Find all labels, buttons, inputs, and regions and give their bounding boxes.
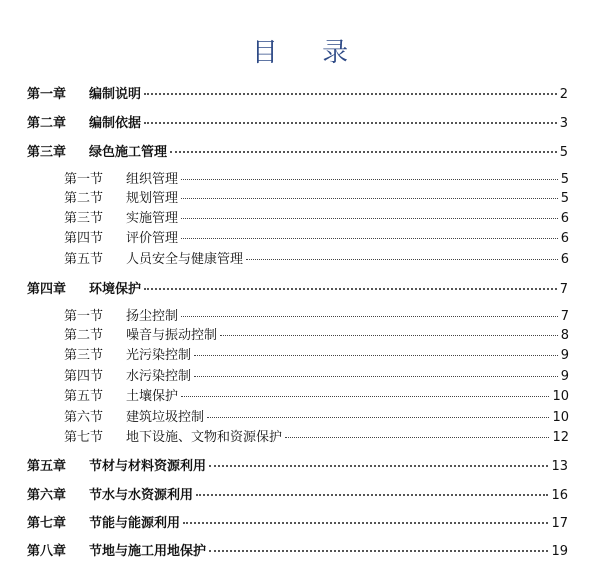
toc-section-row[interactable]	[64, 388, 569, 406]
toc-entry-label: 节能与能源利用	[89, 516, 181, 531]
toc-section-row[interactable]	[64, 409, 569, 427]
toc-dot-leader	[246, 259, 558, 260]
toc-dot-leader	[220, 335, 558, 336]
toc-page-number: 19	[551, 544, 568, 559]
toc-section-row[interactable]	[64, 308, 569, 326]
toc-entry-number: 第四节	[64, 231, 104, 246]
toc-entry-label: 编制依据	[89, 116, 142, 131]
toc-dot-leader	[194, 376, 558, 377]
toc-page-number: 12	[552, 430, 569, 445]
toc-title: 目 录	[251, 38, 367, 68]
toc-chapter-row[interactable]	[27, 543, 568, 561]
toc-dot-leader	[183, 522, 548, 524]
toc-chapter-row[interactable]	[27, 144, 568, 162]
toc-dot-leader	[181, 238, 558, 239]
toc-chapter-row[interactable]	[27, 115, 568, 133]
toc-page-number: 5	[560, 191, 569, 206]
toc-entry-label: 地下设施、文物和资源保护	[126, 430, 283, 445]
toc-entry-number: 第一节	[64, 309, 104, 324]
toc-dot-leader	[144, 122, 557, 124]
toc-page-number: 16	[551, 488, 568, 503]
toc-entry-label: 规划管理	[126, 191, 179, 206]
toc-entry-label: 节材与材料资源利用	[89, 459, 207, 474]
toc-dot-leader	[144, 93, 557, 95]
toc-dot-leader	[144, 288, 557, 290]
toc-dot-leader	[209, 465, 548, 467]
toc-entry-number: 第七节	[64, 430, 104, 445]
toc-dot-leader	[194, 355, 558, 356]
toc-entry-number: 第八章	[27, 544, 67, 559]
toc-page-number: 6	[560, 211, 569, 226]
toc-entry-label: 组织管理	[126, 172, 179, 187]
toc-section-row[interactable]	[64, 327, 569, 345]
toc-chapter-row[interactable]	[27, 458, 568, 476]
toc-entry-number: 第一节	[64, 172, 104, 187]
toc-entry-label: 节水与水资源利用	[89, 488, 194, 503]
toc-dot-leader	[181, 198, 558, 199]
toc-entry-label: 编制说明	[89, 87, 142, 102]
toc-page-number: 7	[560, 309, 569, 324]
toc-entry-label: 水污染控制	[126, 369, 192, 384]
toc-entry-label: 人员安全与健康管理	[126, 252, 244, 267]
toc-page-number: 6	[560, 231, 569, 246]
toc-entry-number: 第四章	[27, 282, 67, 297]
toc-chapter-row[interactable]	[27, 281, 568, 299]
toc-section-row[interactable]	[64, 230, 569, 248]
toc-section-row[interactable]	[64, 210, 569, 228]
toc-page-number: 9	[560, 369, 569, 384]
toc-page-number: 10	[552, 410, 569, 425]
toc-dot-leader	[209, 550, 548, 552]
toc-entry-number: 第五节	[64, 252, 104, 267]
toc-section-row[interactable]	[64, 347, 569, 365]
toc-entry-label: 噪音与振动控制	[126, 328, 218, 343]
toc-dot-leader	[181, 396, 549, 397]
toc-entry-number: 第三节	[64, 348, 104, 363]
toc-entry-number: 第四节	[64, 369, 104, 384]
toc-entry-label: 建筑垃圾控制	[126, 410, 205, 425]
toc-entry-label: 扬尘控制	[126, 309, 179, 324]
toc-dot-leader	[181, 179, 558, 180]
toc-section-row[interactable]	[64, 171, 569, 189]
toc-page-number: 2	[559, 87, 568, 102]
toc-section-row[interactable]	[64, 368, 569, 386]
toc-dot-leader	[170, 151, 557, 153]
toc-entry-number: 第六节	[64, 410, 104, 425]
toc-entry-number: 第二节	[64, 328, 104, 343]
toc-entry-label: 评价管理	[126, 231, 179, 246]
toc-entry-number: 第三节	[64, 211, 104, 226]
toc-entry-number: 第五节	[64, 389, 104, 404]
toc-page-number: 17	[551, 516, 568, 531]
toc-section-row[interactable]	[64, 429, 569, 447]
toc-chapter-row[interactable]	[27, 515, 568, 533]
toc-page-number: 13	[551, 459, 568, 474]
toc-chapter-row[interactable]	[27, 487, 568, 505]
toc-dot-leader	[196, 494, 548, 496]
toc-section-row[interactable]	[64, 251, 569, 269]
toc-page-number: 6	[560, 252, 569, 267]
toc-page-number: 3	[559, 116, 568, 131]
toc-entry-number: 第三章	[27, 145, 67, 160]
toc-entry-number: 第二节	[64, 191, 104, 206]
toc-chapter-row[interactable]	[27, 86, 568, 104]
toc-entry-label: 节地与施工用地保护	[89, 544, 207, 559]
toc-page-number: 9	[560, 348, 569, 363]
toc-section-row[interactable]	[64, 190, 569, 208]
toc-entry-number: 第一章	[27, 87, 67, 102]
toc-dot-leader	[181, 218, 558, 219]
toc-entry-number: 第七章	[27, 516, 67, 531]
toc-dot-leader	[285, 437, 549, 438]
toc-page-number: 5	[559, 145, 568, 160]
toc-page-number: 7	[559, 282, 568, 297]
toc-entry-label: 土壤保护	[126, 389, 179, 404]
toc-entry-label: 实施管理	[126, 211, 179, 226]
toc-entry-number: 第六章	[27, 488, 67, 503]
toc-entry-label: 光污染控制	[126, 348, 192, 363]
toc-entry-number: 第二章	[27, 116, 67, 131]
toc-entry-label: 环境保护	[89, 282, 142, 297]
toc-dot-leader	[207, 417, 549, 418]
toc-dot-leader	[181, 316, 558, 317]
toc-page-number: 10	[552, 389, 569, 404]
toc-page-number: 8	[560, 328, 569, 343]
toc-page-number: 5	[560, 172, 569, 187]
toc-entry-label: 绿色施工管理	[89, 145, 168, 160]
toc-entry-number: 第五章	[27, 459, 67, 474]
